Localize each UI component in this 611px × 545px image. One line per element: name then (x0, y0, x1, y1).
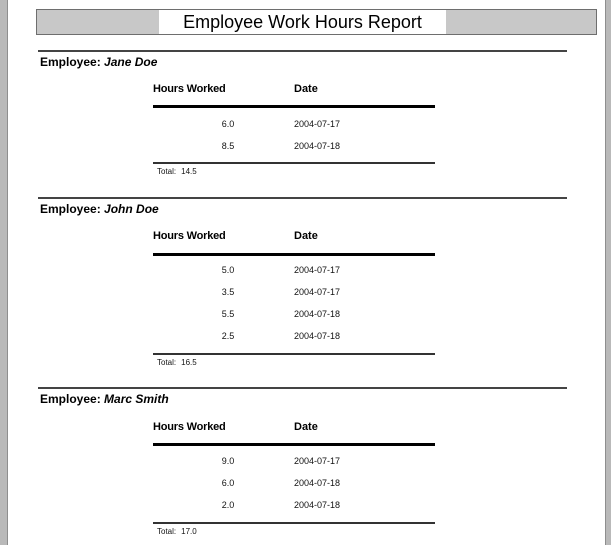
date-cell: 2004-07-18 (294, 309, 341, 319)
total-rule (153, 162, 435, 164)
header-rule (153, 105, 435, 108)
total-line (157, 167, 197, 176)
employee-label: Employee: (40, 392, 101, 406)
date-cell: 2004-07-18 (294, 141, 341, 151)
table-row (153, 454, 435, 468)
table-row (153, 476, 435, 490)
table-row (153, 117, 435, 131)
date-cell: 2004-07-17 (294, 119, 341, 129)
hours-cell: 8.5 (221, 141, 235, 151)
hours-cell: 6.0 (221, 119, 235, 129)
hours-cell: 5.0 (221, 265, 235, 275)
hours-cell: 2.0 (221, 500, 235, 510)
section-divider (38, 50, 567, 52)
section-divider (38, 387, 567, 389)
date-cell: 2004-07-18 (294, 478, 341, 488)
report-title: Employee Work Hours Report (159, 10, 446, 34)
employee-heading (40, 392, 169, 406)
employee-heading (40, 202, 159, 216)
hours-cell: 3.5 (221, 287, 235, 297)
total-line (157, 358, 197, 367)
total-rule (153, 522, 435, 524)
header-rule (153, 253, 435, 256)
total-label: Total: (157, 358, 177, 367)
hours-worked-header: Hours Worked (153, 83, 226, 95)
table-row (153, 329, 435, 343)
date-cell: 2004-07-17 (294, 265, 341, 275)
total-line (157, 527, 197, 536)
hours-worked-header: Hours Worked (153, 230, 226, 242)
employee-label: Employee: (40, 55, 101, 69)
date-cell: 2004-07-17 (294, 287, 341, 297)
report-title-bar (36, 9, 597, 35)
employee-name: Marc Smith (104, 392, 169, 406)
total-rule (153, 353, 435, 355)
date-header: Date (294, 230, 318, 242)
total-value: 16.5 (181, 358, 197, 367)
total-label: Total: (157, 167, 177, 176)
employee-label: Employee: (40, 202, 101, 216)
employee-heading (40, 55, 157, 69)
hours-cell: 2.5 (221, 331, 235, 341)
employee-name: John Doe (104, 202, 159, 216)
date-header: Date (294, 83, 318, 95)
total-label: Total: (157, 527, 177, 536)
hours-cell: 6.0 (221, 478, 235, 488)
date-header: Date (294, 421, 318, 433)
report-page (7, 0, 606, 545)
hours-cell: 9.0 (221, 456, 235, 466)
hours-worked-header: Hours Worked (153, 421, 226, 433)
section-divider (38, 197, 567, 199)
table-row (153, 285, 435, 299)
hours-cell: 5.5 (221, 309, 235, 319)
table-row (153, 498, 435, 512)
table-row (153, 307, 435, 321)
date-cell: 2004-07-17 (294, 456, 341, 466)
total-value: 17.0 (181, 527, 197, 536)
table-row (153, 139, 435, 153)
employee-name: Jane Doe (104, 55, 158, 69)
total-value: 14.5 (181, 167, 197, 176)
date-cell: 2004-07-18 (294, 500, 341, 510)
date-cell: 2004-07-18 (294, 331, 341, 341)
header-rule (153, 443, 435, 446)
table-row (153, 263, 435, 277)
